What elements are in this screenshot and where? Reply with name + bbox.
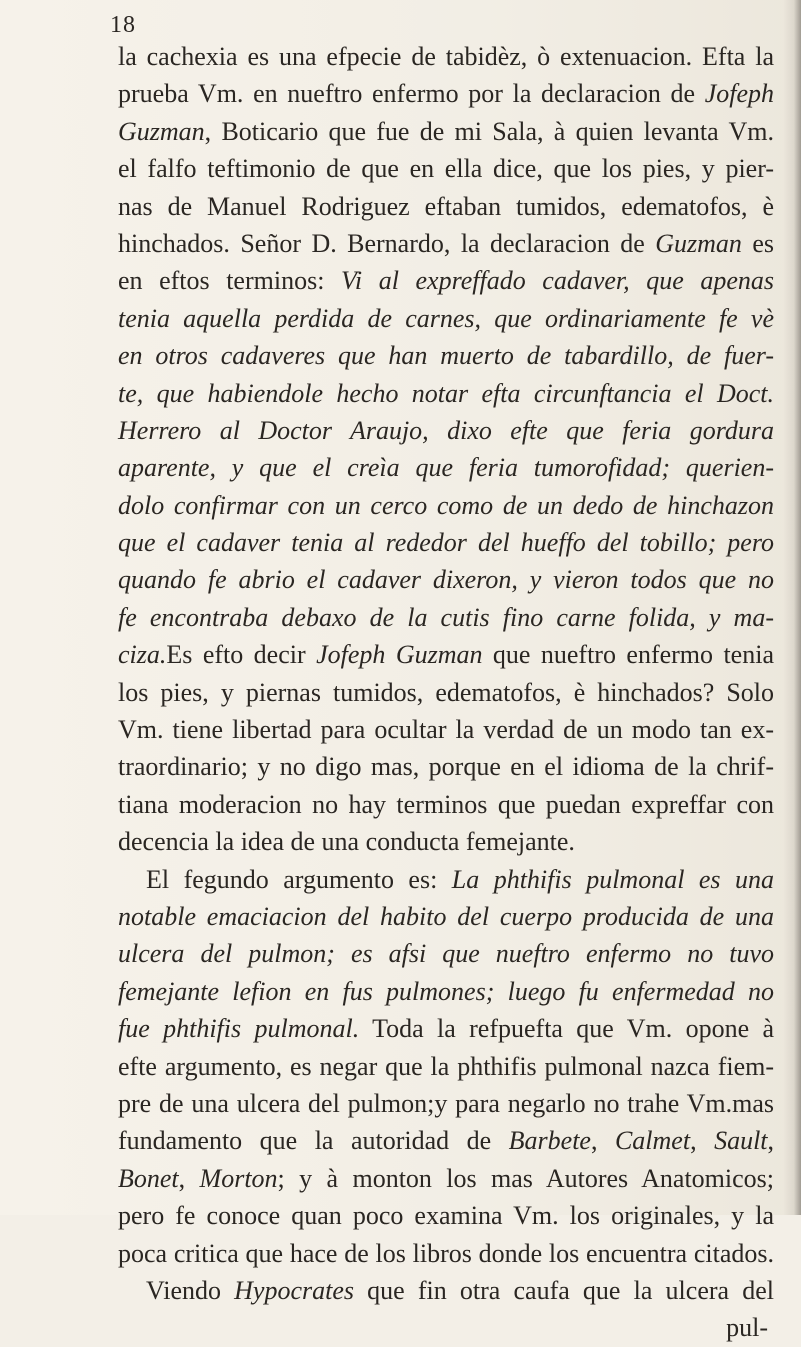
text-line [118, 973, 774, 1010]
italic-run: Morton [199, 1163, 278, 1193]
italic-run: femejante lefion en fus pulmones; luego fu enfermedad no [118, 976, 774, 1006]
text-run: decencia la idea de una conducta femejante. [118, 827, 575, 857]
text-run: prueba Vm. en nueftro enfermo por la declaracion de [118, 79, 705, 109]
page-number: 18 [110, 12, 136, 38]
text-run: , [690, 1126, 715, 1156]
text-line [118, 225, 774, 262]
text-line [118, 300, 774, 337]
text-run: traordinario; y no digo mas, porque en el idioma de la chrif- [118, 752, 774, 782]
text-run: efte argumento, es negar que la phthifis pulmonal nazca fiem- [118, 1051, 774, 1081]
text-line [118, 599, 774, 636]
text-run: los pies, y piernas tumidos, edematofos, è hinchados? Solo [118, 677, 774, 707]
text-run: que fin otra caufa que la ulcera del [354, 1275, 774, 1305]
text-line [118, 487, 774, 524]
italic-run: La phthifis pulmonal es una [451, 864, 775, 894]
text-run: nas de Manuel Rodriguez eftaban tumidos, edematofos, è [118, 191, 774, 221]
italic-run: Guzman [118, 116, 205, 146]
text-run: tiana moderacion no hay terminos que puedan expreffar con [118, 789, 774, 819]
italic-run: fue phthifis pulmonal. [118, 1014, 360, 1044]
text-line [118, 412, 774, 449]
text-run: poca critica que hace de los libros donde los encuentra citados. [118, 1238, 774, 1268]
text-line [118, 524, 774, 561]
text-run: , [590, 1126, 615, 1156]
text-run: que nueftro enfermo tenia [482, 640, 774, 670]
text-line [118, 1197, 774, 1234]
italic-run: que el cadaver tenia al rededor del hueffo del tobillo; pero [118, 528, 774, 558]
text-line [118, 786, 774, 823]
italic-run: Herrero al Doctor Araujo, dixo efte que feria gordura [118, 415, 774, 445]
italic-run: Hypocrates [234, 1275, 354, 1305]
italic-run: Jofeph [704, 79, 774, 109]
italic-run: Guzman [655, 228, 742, 258]
text-line [118, 674, 774, 711]
text-line [118, 375, 774, 412]
text-line [118, 1235, 774, 1272]
body-text [118, 38, 774, 1347]
text-run: Viendo [146, 1275, 235, 1305]
text-run: , [178, 1163, 200, 1193]
text-line [118, 1048, 774, 1085]
italic-run: quando fe abrio el cadaver dixeron, y vieron todos que no [118, 565, 774, 595]
text-run: pre de una ulcera del pulmon;y para negarlo no trahe Vm.mas [118, 1088, 774, 1118]
italic-run: Calmet [614, 1126, 691, 1156]
text-line [118, 861, 774, 898]
text-run: Vm. tiene libertad para ocultar la verdad de un modo tan ex- [118, 715, 774, 745]
text-run: El fegundo argumento es: [146, 864, 452, 894]
text-run: el falfo teftimonio de que en ella dice, que los pies, y pier- [118, 154, 774, 184]
text-run: es [741, 228, 774, 258]
text-run: en eftos terminos: [118, 266, 341, 296]
text-run: Es efto decir [166, 640, 317, 670]
italic-run: tenia aquella perdida de carnes, que ordinariamente fe vè [118, 303, 774, 333]
italic-run: ciza. [118, 640, 167, 670]
text-line [118, 935, 774, 972]
text-line [118, 711, 774, 748]
italic-run: Vi al expreffado cadaver, que apenas [340, 266, 774, 296]
text-run: pul- [726, 1313, 768, 1343]
text-run: pero fe conoce quan poco examina Vm. los originales, y la [118, 1201, 774, 1231]
text-run: hinchados. Señor D. Bernardo, la declaracion de [118, 228, 656, 258]
text-line [118, 150, 774, 187]
italic-run: fe encontraba debaxo de la cutis fino carne folida, y ma- [118, 602, 774, 632]
italic-run: Barbete [508, 1126, 591, 1156]
page-edge-shadow [783, 0, 801, 1215]
text-line [118, 823, 774, 860]
text-line [118, 898, 774, 935]
text-line [118, 636, 774, 673]
text-run: ; y à monton los mas Autores Anatomicos; [277, 1163, 774, 1193]
text-line [118, 1160, 774, 1197]
text-line [118, 262, 774, 299]
text-line [118, 561, 774, 598]
italic-run: aparente, y que el creìa que feria tumorofidad; querien- [118, 453, 774, 483]
text-run: , [767, 1126, 775, 1156]
italic-run: Bonet [118, 1163, 179, 1193]
italic-run: Sault [714, 1126, 768, 1156]
italic-run: en otros cadaveres que han muerto de tabardillo, de fuer- [118, 341, 774, 371]
text-line [118, 38, 774, 75]
text-line [118, 1272, 774, 1309]
text-run: fundamento que la autoridad de [118, 1126, 509, 1156]
text-line [118, 188, 774, 225]
text-run: la cachexia es una efpecie de tabidèz, ò extenuacion. Efta la [118, 42, 774, 71]
italic-run: dolo confirmar con un cerco como de un dedo de hinchazon [118, 490, 774, 520]
italic-run: Jofeph Guzman [316, 640, 483, 670]
text-line [118, 449, 774, 486]
text-line [118, 1122, 774, 1159]
italic-run: te, que habiendole hecho notar efta circunftancia el Doct. [118, 378, 774, 408]
text-line [118, 1010, 774, 1047]
text-run: Toda la refpuefta que Vm. opone à [359, 1014, 775, 1044]
text-line [118, 113, 774, 150]
text-line [118, 337, 774, 374]
text-line [118, 1085, 774, 1122]
text-run: , Boticario que fue de mi Sala, à quien levanta Vm. [204, 116, 774, 146]
text-line [118, 748, 774, 785]
italic-run: ulcera del pulmon; es afsi que nueftro enfermo no tuvo [118, 939, 774, 969]
text-line [118, 1309, 774, 1346]
text-line [118, 75, 774, 112]
italic-run: notable emaciacion del habito del cuerpo producida de una [118, 901, 774, 931]
